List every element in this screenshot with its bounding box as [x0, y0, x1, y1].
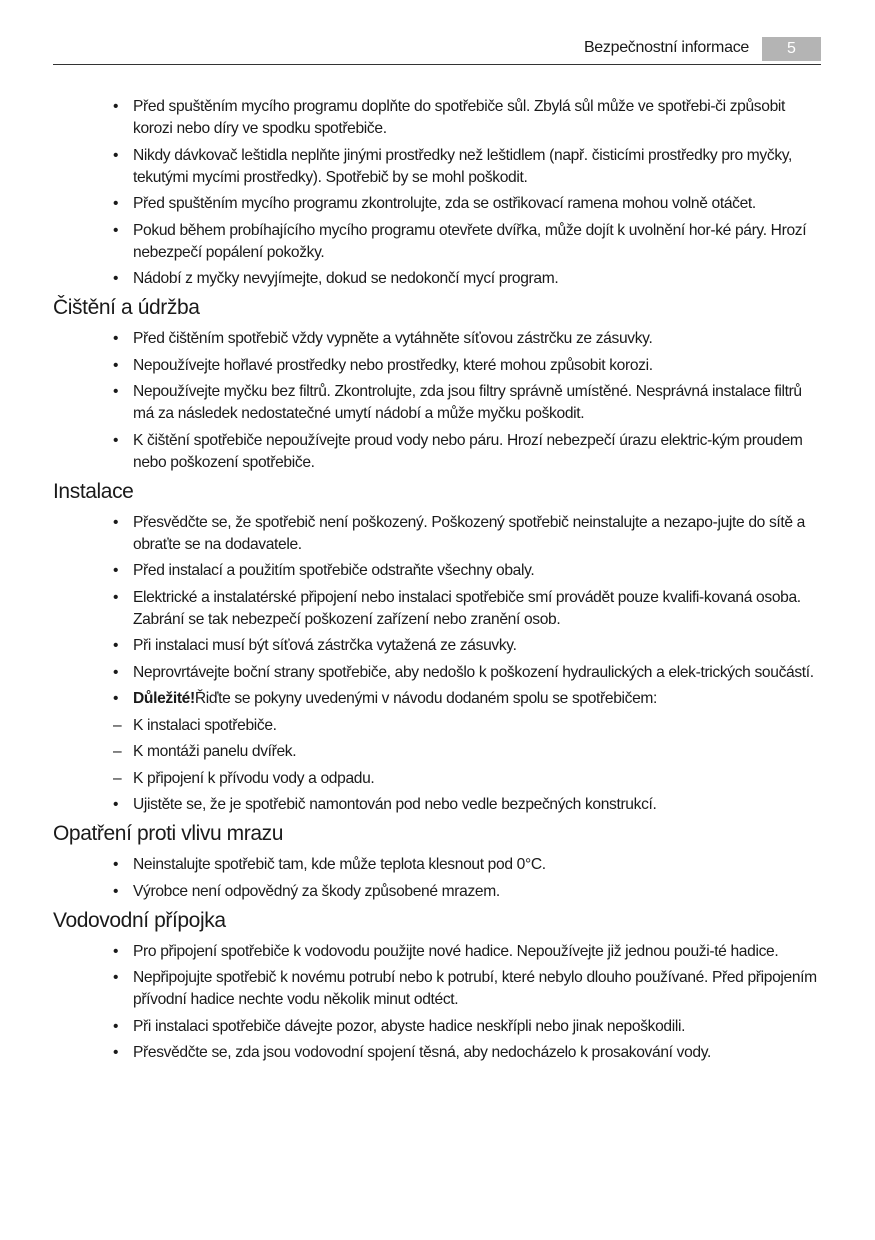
list-item: • Neprovrtávejte boční strany spotřebiče, aby nedošlo k poškození hydraulických a elek-trických součástí. — [113, 662, 821, 684]
intro-list — [113, 96, 821, 290]
list-item: • Pro připojení spotřebiče k vodovodu použijte nové hadice. Nepoužívejte již jednou použi-té hadice. — [113, 941, 821, 963]
list-item: • K čištění spotřebiče nepoužívejte proud vody nebo páru. Hrozí nebezpečí úrazu elektric-kým proudem nebo poškození spotřebiče. — [113, 430, 821, 474]
list-item: • Výrobce není odpovědný za škody způsobené mrazem. — [113, 881, 821, 903]
list-item: • Elektrické a instalatérské připojení nebo instalaci spotřebiče smí provádět pouze kvalifi-kovaná osoba. Zabrání se tak nebezpečí poškození zařízení nebo zranění osob. — [113, 587, 821, 631]
section-heading-cleaning: Čištění a údržba — [53, 296, 200, 319]
page-number: 5 — [762, 37, 821, 61]
list-item: • Nepoužívejte myčku bez filtrů. Zkontrolujte, zda jsou filtry správně umístěné. Nesprávná instalace filtrů má za následek nedostatečné umytí nádobí a může myčku poškodit. — [113, 381, 821, 425]
page-content — [53, 96, 821, 1069]
sub-list-item: – K instalaci spotřebiče. — [113, 715, 821, 737]
list-item: • Nikdy dávkovač leštidla neplňte jinými prostředky než leštidlem (např. čisticími prostředky pro myčky, tekutými mycími prostředky). Spotřebič by se mohl poškodit. — [113, 145, 821, 189]
important-item — [113, 688, 821, 710]
list-item: • Před spuštěním mycího programu doplňte do spotřebiče sůl. Zbylá sůl může ve spotřebi-či způsobit korozi nebo díry ve spodku spotřebiče. — [113, 96, 821, 140]
list-item: • Přesvědčte se, že spotřebič není poškozený. Poškozený spotřebič neinstalujte a nezapo-jujte do sítě a obraťte se na dodavatele. — [113, 512, 821, 556]
installation-list — [113, 512, 821, 817]
header-divider — [53, 64, 821, 65]
sub-list-item: – K montáži panelu dvířek. — [113, 741, 821, 763]
sub-list-item: – K připojení k přívodu vody a odpadu. — [113, 768, 821, 790]
header-title: Bezpečnostní informace — [583, 39, 749, 56]
frost-list — [113, 854, 821, 903]
section-heading-installation: Instalace — [53, 479, 134, 503]
list-item: • Ujistěte se, že je spotřebič namontován pod nebo vedle bezpečných konstrukcí. — [113, 794, 821, 816]
list-item: • Při instalaci musí být síťová zástrčka vytažená ze zásuvky. — [113, 635, 821, 657]
list-item: • Nepoužívejte hořlavé prostředky nebo prostředky, které mohou způsobit korozi. — [113, 355, 821, 377]
list-item: • Pokud během probíhajícího mycího programu otevřete dvířka, může dojít k uvolnění hor-ké páry. Hrozí nebezpečí popálení pokožky. — [113, 220, 821, 264]
list-item: • Nádobí z myčky nevyjímejte, dokud se nedokončí mycí program. — [113, 268, 821, 290]
section-heading-frost: Opatření proti vlivu mrazu — [53, 822, 284, 845]
list-item: • Před instalací a použitím spotřebiče odstraňte všechny obaly. — [113, 560, 821, 582]
list-item: • Neinstalujte spotřebič tam, kde může teplota klesnout pod 0°C. — [113, 854, 821, 876]
important-text: Řiďte se pokyny uvedenými v návodu dodaném spolu se spotřebičem: — [194, 690, 658, 707]
list-item: • Přesvědčte se, zda jsou vodovodní spojení těsná, aby nedocházelo k prosakování vody. — [113, 1042, 821, 1064]
list-item: • Před spuštěním mycího programu zkontrolujte, zda se ostřikovací ramena mohou volně otáčet. — [113, 193, 821, 215]
important-label: Důležité! — [133, 690, 195, 707]
section-heading-water: Vodovodní přípojka — [53, 908, 226, 932]
page-header — [53, 36, 821, 64]
list-item: • Při instalaci spotřebiče dávejte pozor, abyste hadice neskřípli nebo jinak nepoškodili. — [113, 1016, 821, 1038]
water-list — [113, 941, 821, 1065]
list-item: • Nepřipojujte spotřebič k novému potrubí nebo k potrubí, které nebylo dlouho používané. Před připojením přívodní hadice nechte vodu několik minut odtéct. — [113, 967, 821, 1011]
list-item: • Před čištěním spotřebič vždy vypněte a vytáhněte síťovou zástrčku ze zásuvky. — [113, 328, 821, 350]
cleaning-list — [113, 328, 821, 474]
